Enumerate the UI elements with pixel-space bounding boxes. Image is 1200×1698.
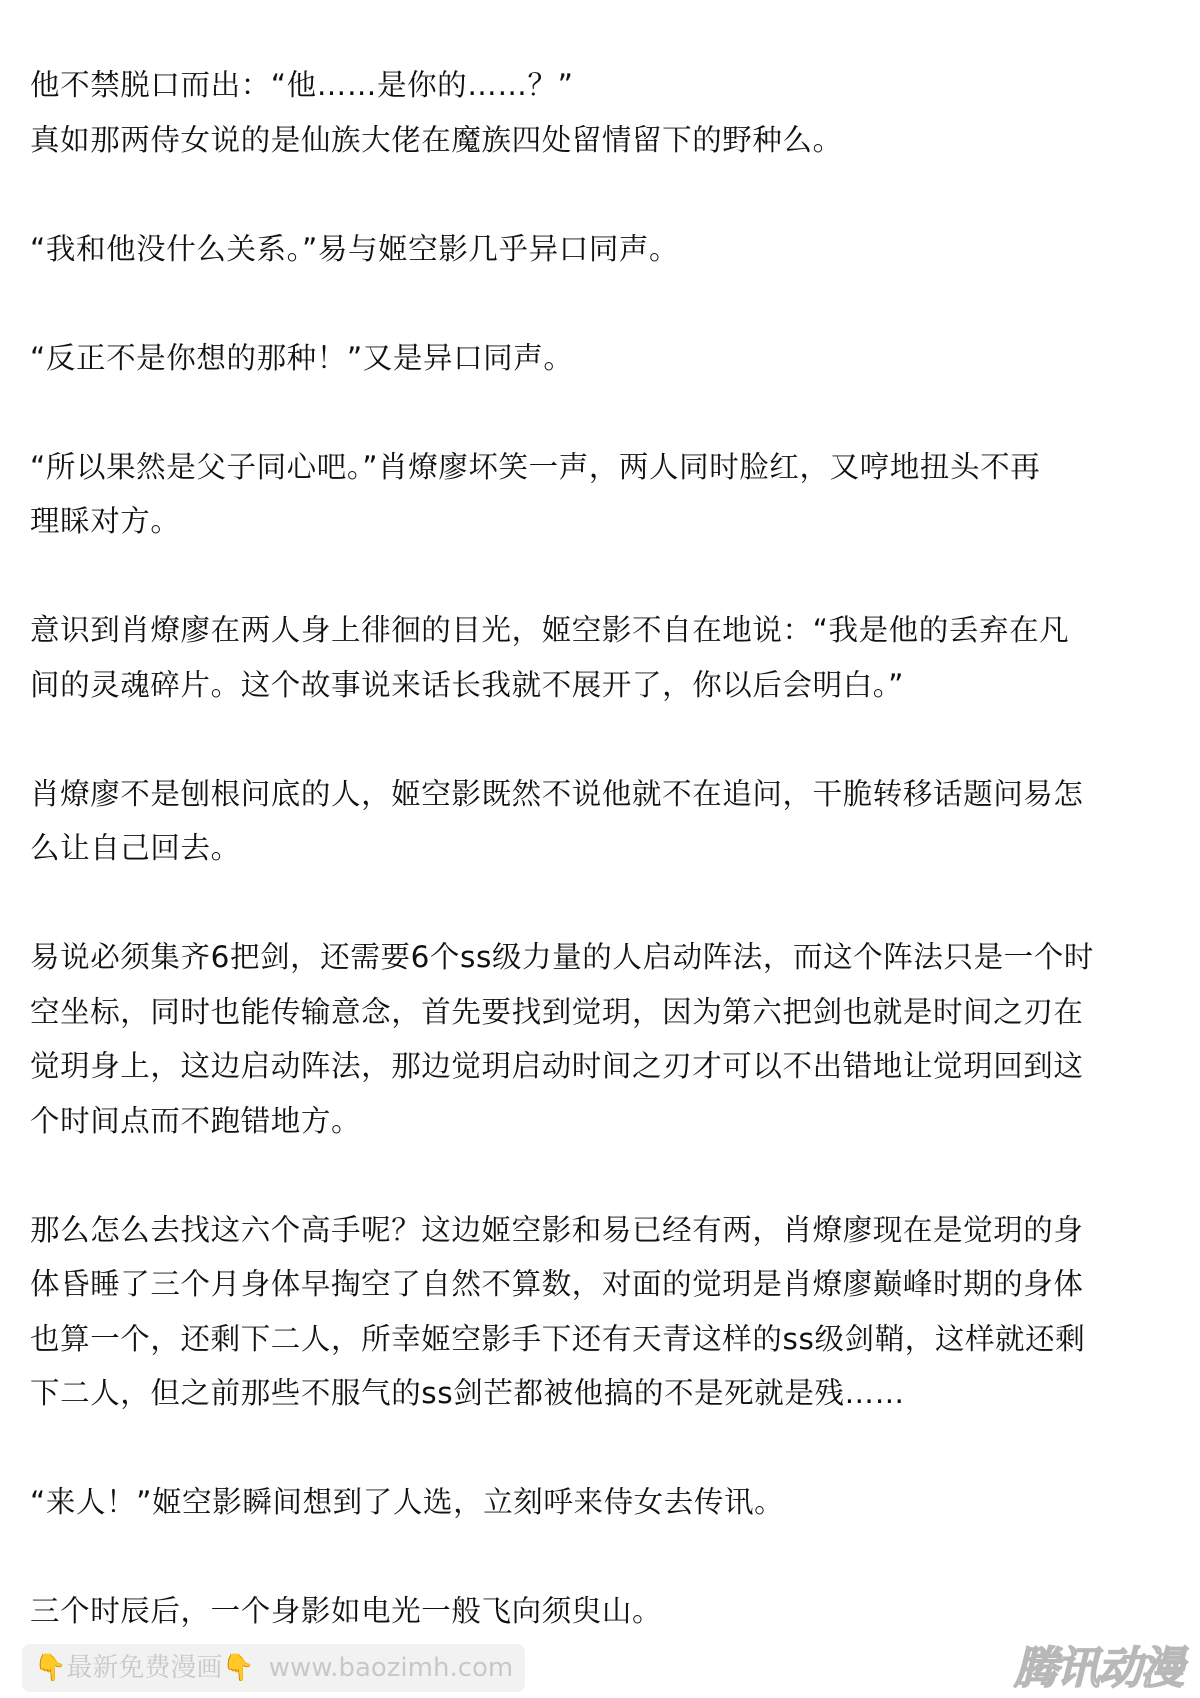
text-line: 觉玥身上，这边启动阵法，那边觉玥启动时间之刃才可以不出错地让觉玥回到这 [30,1049,1084,1083]
text-line: 肖燎廖不是刨根问底的人，姬空影既然不说他就不在追问，干脆转移话题问易怎 [30,776,1084,811]
text-line: 间的灵魂碎片。这个故事说来话长我就不展开了，你以后会明白。” [30,667,905,702]
hand-pointing-down-icon: 👇 [222,1653,255,1683]
watermark-line-1: 👇最新免费漫画👇 [34,1653,255,1683]
paragraph [30,1584,1180,1639]
text-line: 么让自己回去。 [30,831,241,865]
text-line: 空坐标，同时也能传输意念，首先要找到觉玥，因为第六把剑也就是时间之刃在 [30,994,1084,1029]
text-line: 也算一个，还剩下二人，所幸姬空影手下还有天青这样的ss级剑鞘，这样就还剩 [30,1321,1086,1356]
text-line: “所以果然是父子同心吧。”肖燎廖坏笑一声，两人同时脸红，又哼地扭头不再 [30,449,1041,484]
text-line: 易说必须集齐6把剑，还需要6个ss级力量的人启动阵法，而这个阵法只是一个时 [30,940,1094,974]
text-line: 三个时辰后，一个身影如电光一般飞向须臾山。 [30,1594,663,1628]
text-line: 意识到肖燎廖在两人身上徘徊的目光，姬空影不自在地说：“我是他的丢弃在凡 [30,613,1070,647]
paragraph [30,58,1180,167]
paragraph [30,440,1180,549]
paragraph [30,767,1180,876]
text-line: 体昏睡了三个月身体早掏空了自然不算数，对面的觉玥是肖燎廖巅峰时期的身体 [30,1267,1084,1301]
chapter-text [30,58,1180,1693]
hand-pointing-down-icon: 👇 [34,1653,67,1683]
paragraph [30,331,1180,386]
paragraph [30,222,1180,277]
text-line: 真如那两侍女说的是仙族大佬在魔族四处留情留下的野种么。 [30,122,843,157]
paragraph [30,930,1180,1148]
text-line: “反正不是你想的那种！”又是异口同声。 [30,340,574,375]
site-watermark [22,1644,525,1692]
paragraph [30,1203,1180,1421]
paragraph [30,1475,1180,1530]
watermark-url: www.baozimh.com [268,1653,514,1683]
text-line: “我和他没什么关系。”易与姬空影几乎异口同声。 [30,231,680,266]
paragraph [30,603,1180,712]
text-line: “来人！”姬空影瞬间想到了人选，立刻呼来侍女去传讯。 [30,1485,785,1519]
text-line: 个时间点而不跑错地方。 [30,1103,362,1138]
text-line: 下二人，但之前那些不服气的ss剑芒都被他搞的不是死就是残…… [30,1376,905,1410]
text-line: 那么怎么去找这六个高手呢？这边姬空影和易已经有两，肖燎廖现在是觉玥的身 [30,1212,1084,1247]
publisher-logo: 腾讯动漫 [1014,1643,1182,1694]
text-line: 理睬对方。 [30,504,181,538]
text-line: 他不禁脱口而出：“他……是你的……？” [30,68,574,102]
